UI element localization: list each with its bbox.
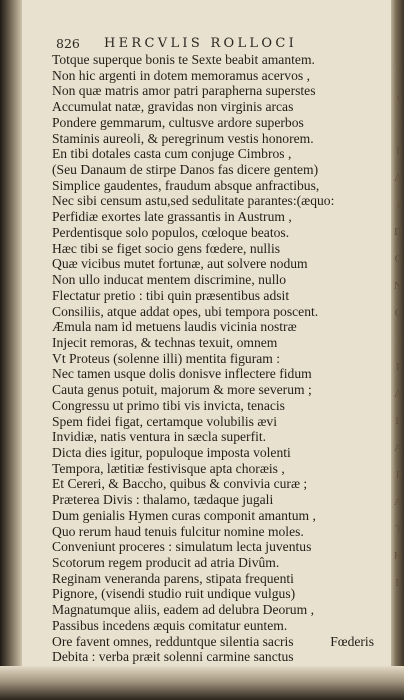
edge-letter: P [395, 361, 402, 373]
text-line: Pignore, (visendi studio ruit undique vulgus) [52, 586, 296, 602]
text-line: Congressu ut primo tibi vis invicta, tenacis [52, 397, 285, 413]
text-line: Debita : verba præit solenni carmine sanctus [52, 649, 294, 665]
text-line: Perdentisque solo populos, cœloque beatos. [52, 224, 290, 240]
text-line: Consiliis, atque addat opes, ubi tempora poscent. [52, 303, 319, 319]
text-line: Nec sibi censum astu,sed sedulitate parantes:(æquo: [52, 193, 335, 209]
text-line: Quæ vicibus mutet fortunæ, aut solvere nodum [52, 256, 308, 272]
text-line: Quo rerum haud tenuis fulcitur nomine moles. [52, 523, 304, 539]
text-line: Invidiæ, natis ventura in sæcla superfit. [52, 429, 267, 445]
edge-letter: I [398, 334, 402, 346]
text-line: Reginam veneranda parens, stipata frequenti [52, 570, 294, 586]
text-line: Dicta dies igitur, populoque imposta volenti [52, 444, 291, 460]
binding-gutter [0, 0, 22, 700]
edge-letter: L [395, 415, 402, 427]
page-bottom-shadow [0, 666, 404, 700]
edge-letter: A [394, 496, 402, 508]
poem-text [52, 52, 382, 665]
text-line: Dum genialis Hymen curas componit amantum , [52, 507, 316, 523]
text-line: Æmula nam id metuens laudis vicinia nostræ [52, 319, 297, 335]
edge-letter: e [397, 91, 402, 103]
text-line: Non ullo inducat mentem discrimine, nullo [52, 272, 287, 288]
text-line: Hæc tibi se figet socio gens fœdere, nullis [52, 240, 281, 256]
text-line: Conveniunt proceres : simulatum lecta juventus [52, 539, 312, 555]
text-line: Flectatur pretio : tibi quin præsentibus adsit [52, 287, 290, 303]
running-head: HERCVLIS ROLLOCI [104, 36, 298, 51]
edge-letter: E [395, 577, 402, 589]
text-line: En tibi dotales casta cum conjuge Cimbros , [52, 146, 292, 162]
text-line: Injecit remoras, & technas texuit, omnem [52, 334, 278, 350]
text-line: Nec tamen usque dolis donisve inflectere fidum [52, 366, 312, 382]
edge-letter: D [394, 226, 402, 238]
text-line: Ore favent omnes, redduntque silentia sacris [52, 633, 294, 649]
edge-letter: A [394, 172, 402, 184]
text-line: Præterea Divis : thalamo, tædaque jugali [52, 492, 274, 508]
edge-letter: P [395, 469, 402, 481]
text-line: Scotorum regem producit ad atria Divûm. [52, 555, 280, 570]
text-line: Totque superque bonis te Sexte beabit amantem. [52, 52, 315, 67]
text-line: Vt Proteus (solenne illi) mentita figuram : [52, 350, 281, 366]
page-number: 826 [56, 36, 80, 51]
edge-letter: A [394, 442, 402, 454]
edge-letter: h [396, 145, 402, 157]
text-line: Pondere gemmarum, cultusve ardore superbos [52, 114, 304, 130]
text-line: Staminis aureoli, & peregrinum vestis honorem. [52, 130, 314, 146]
edge-letter: r [398, 64, 402, 76]
text-line: Perfidiæ exortes late grassantis in Austrum , [52, 209, 292, 225]
facing-page-edge [391, 0, 404, 700]
text-line: Simplice gaudentes, fraudum absque anfractibus, [52, 177, 320, 193]
edge-letter: c [397, 199, 402, 211]
text-line: Et Cereri, & Baccho, quibus & convivia curæ ; [52, 476, 308, 492]
text-line: (Seu Danaum de stirpe Danos fas dicere gentem) [52, 162, 319, 178]
text-line: Magnatumque aliis, eadem ad delubra Deorum , [52, 602, 314, 618]
text-line: Non quæ matris amor patri parapherna superstes [52, 83, 316, 99]
text-line: Passibus incedens æquis comitatur euntem. [52, 617, 288, 633]
text-line: Accumulat natæ, gravidas non virginis arcas [52, 99, 294, 115]
text-line: Cauta genus potuit, majorum & more severum ; [52, 382, 312, 398]
edge-letter: N [394, 280, 402, 292]
edge-letter: C [394, 253, 402, 265]
text-line: Non hic argenti in dotem memoramus acervos , [52, 67, 310, 83]
edge-letter: T [395, 523, 402, 535]
text-line: Spem fidei figat, certamque volubilis ævi [52, 413, 278, 429]
edge-letter: H [394, 550, 402, 562]
edge-letter: A [394, 388, 402, 400]
catchword: Fœderis [330, 634, 374, 649]
edge-letter: t [398, 118, 402, 130]
edge-letter: C [394, 307, 402, 319]
text-line: Tempora, lætitiæ festivisque apta choræis , [52, 460, 285, 476]
